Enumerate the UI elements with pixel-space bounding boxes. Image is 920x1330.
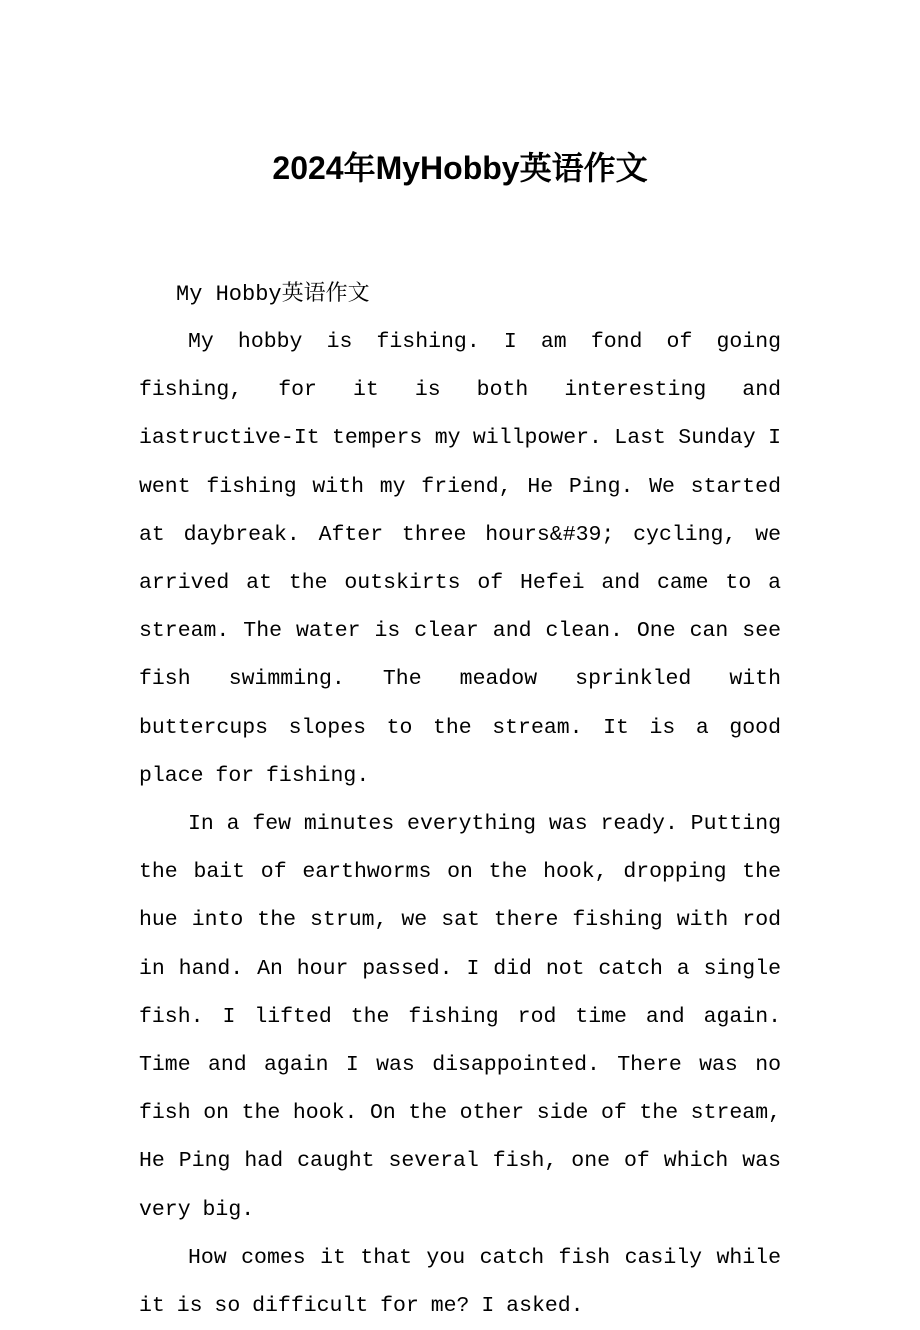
paragraph-3: How comes it that you catch fish casily while it is so difficult for me? I asked. — [139, 1245, 781, 1319]
essay-body — [139, 318, 781, 1330]
paragraph-2: In a few minutes everything was ready. Putting the bait of earthworms on the hook, dropping the hue into the strum, we sat there fishing with rod in hand. An hour passed. I did not catch a single fish. I lifted the fishing rod time and again. Time and again I was disappointed. There was no fish on the hook. On the other side of the stream, He Ping had caught several fish, one of which was very big. — [139, 812, 781, 1222]
document-title: 2024年MyHobby英语作文 — [272, 150, 648, 186]
essay-subtitle: My Hobby英语作文 — [176, 282, 370, 307]
paragraph-1: My hobby is fishing. I am fond of going fishing, for it is both interesting and iastructive-It tempers my willpower. Last Sunday I went fishing with my friend, He Ping. We started at daybreak. After three hours&#39; cycling, we arrived at the outskirts of Hefei and came to a stream. The water is clear and clean. One can see fish swimming. The meadow sprinkled with buttercups slopes to the stream. It is a good place for fishing. — [139, 330, 781, 788]
